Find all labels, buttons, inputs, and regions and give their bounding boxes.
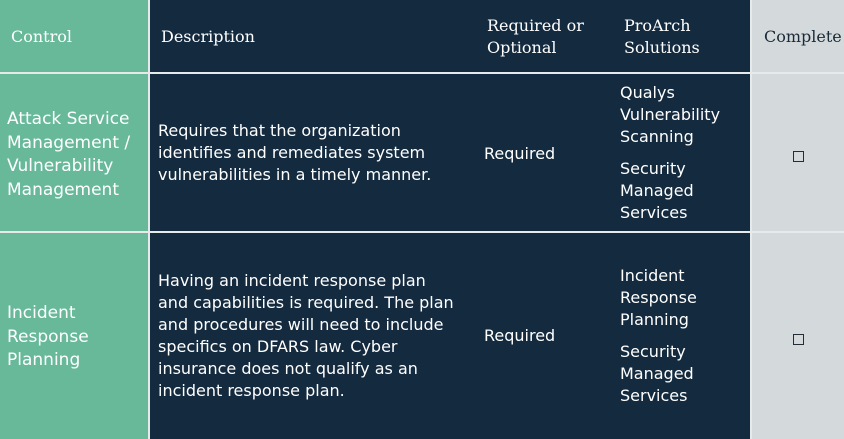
header-solutions	[624, 15, 700, 59]
solution-line: Response	[620, 288, 697, 307]
header-solutions-line: Solutions	[624, 38, 700, 57]
description-line: Requires that the organization	[158, 121, 401, 140]
row-1-solutions	[620, 82, 720, 224]
description-line: and capabilities is required. The plan	[158, 293, 454, 312]
solution-item	[620, 265, 697, 331]
header-required-line: Required or	[487, 16, 584, 35]
header-description: Description	[161, 27, 255, 46]
description-line: and procedures will need to include	[158, 315, 444, 334]
control-line: Incident	[7, 303, 76, 323]
control-line: Management /	[7, 132, 131, 153]
control-line: Vulnerability	[7, 156, 114, 176]
header-navy-cell	[150, 0, 750, 72]
row-1-navy-cell	[150, 74, 750, 231]
solution-item	[620, 82, 720, 148]
row-2-complete-cell	[752, 233, 844, 439]
row-2-description	[158, 270, 454, 402]
solution-line: Services	[620, 386, 688, 405]
row-1-description	[158, 120, 431, 186]
solution-item	[620, 158, 720, 224]
solution-line: Incident	[620, 266, 685, 285]
description-line: incident response plan.	[158, 381, 345, 400]
row-2-navy-cell	[150, 233, 750, 439]
row-2-control	[7, 302, 89, 373]
row-1-complete-cell	[752, 74, 844, 231]
header-complete: Complete	[764, 27, 842, 46]
row-1-control-cell	[0, 74, 148, 231]
header-control-cell	[0, 0, 148, 72]
header-required	[487, 15, 584, 59]
header-required-line: Optional	[487, 38, 557, 57]
row-2-required: Required	[484, 326, 556, 345]
row-1-complete-checkbox[interactable]	[793, 151, 804, 162]
solution-line: Security	[620, 342, 686, 361]
solution-line: Managed	[620, 181, 694, 200]
row-2-complete-checkbox[interactable]	[793, 334, 804, 345]
solution-line: Qualys	[620, 83, 675, 102]
solution-line: Planning	[620, 310, 689, 329]
header-solutions-line: ProArch	[624, 16, 691, 35]
control-line: Planning	[7, 350, 81, 370]
description-line: identifies and remediates system	[158, 143, 426, 162]
row-2-solutions	[620, 265, 697, 407]
control-line: Management	[7, 179, 119, 200]
description-line: insurance does not qualify as an	[158, 359, 418, 378]
row-1-control	[7, 108, 130, 202]
row-2-control-cell	[0, 233, 148, 439]
control-line: Attack Service	[7, 109, 130, 129]
solution-item	[620, 341, 697, 407]
header-complete-cell	[752, 0, 844, 72]
row-1-required: Required	[484, 144, 556, 163]
solution-line: Managed	[620, 364, 694, 383]
solution-line: Vulnerability	[620, 105, 721, 124]
description-line: Having an incident response plan	[158, 271, 426, 290]
description-line: specifics on DFARS law. Cyber	[158, 337, 398, 356]
header-control: Control	[11, 27, 73, 46]
solution-line: Services	[620, 203, 688, 222]
solution-line: Scanning	[620, 127, 694, 146]
control-line: Response	[7, 326, 89, 347]
description-line: vulnerabilities in a timely manner.	[158, 165, 432, 184]
solution-line: Security	[620, 159, 686, 178]
